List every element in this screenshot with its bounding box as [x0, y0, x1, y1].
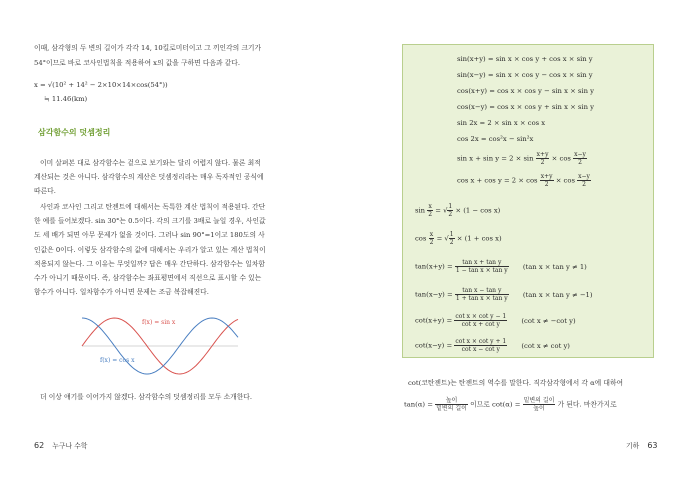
para2-line-4: 인값은 0이다. 이렇듯 삼각함수의 값에 대해서는 우리가 알고 있는 계산 법칙이 [34, 246, 266, 254]
intro-line-2: 54°이므로 바로 코사인법칙을 적용하여 x의 값을 구하면 다음과 같다. [34, 59, 241, 67]
left-running-title: 누구나 수학 [52, 442, 88, 450]
equation-1: x = √(10² + 14² − 2×10×14×cos(54°)) [34, 81, 168, 89]
left-page-number: 62 [34, 441, 45, 450]
formula-sin-diff: sin(x−y) = sin x × cos y − cos x × sin y [457, 71, 593, 79]
formula-cot-diff: cot(x−y) = $\frac{\text{cot x × cot y + 1}}{\text{cot x − cot y}}$ (cot x ≠ cot y) [415, 338, 570, 353]
formula-box [402, 44, 654, 358]
formula-cos-half: cos $\frac{x}{2}$ = √ $\frac{1}{2}$ × (1 + cos x) [415, 231, 502, 246]
formula-sin-half: sin $\frac{x}{2}$ = √ $\frac{1}{2}$ × (1 − cos x) [415, 203, 501, 218]
equation-2: ≒ 11.46(km) [44, 95, 88, 103]
para2-line-7: 함수가 아니다. 일차함수가 아니면 문제는 조금 복잡해진다. [34, 288, 209, 296]
intro-line-1: 이때, 삼각형의 두 변의 길이가 각각 14, 10킬로미터이고 그 끼인각의 크기가 [34, 44, 262, 52]
sin-label: f(x) = sin x [142, 319, 176, 326]
sin-cos-graph [80, 306, 240, 386]
cot-definition-line: cot(코탄젠트)는 탄젠트의 역수를 말한다. 직각삼각형에서 각 α에 대하여 [408, 379, 624, 387]
para2-line-3: 도 세 배가 되면 아무 문제가 없을 것이다. 그러나 sin 90°=1이고 180도의 사 [34, 231, 265, 239]
right-page [350, 0, 700, 478]
para1-line-1: 이미 살펴본 대로 삼각함수는 겉으로 보기와는 달리 어렵지 않다. 물론 최적 [40, 159, 261, 167]
formula-sin-sum: sin(x+y) = sin x × cos y + cos x × sin y [457, 55, 593, 63]
formula-cot-sum: cot(x+y) = $\frac{\text{cot x × cot y − 1}}{\text{cot x + cot y}}$ (cot x ≠ −cot y) [415, 313, 576, 328]
para2-line-5: 적용되지 않는다. 그 이유는 무엇일까? 답은 매우 간단하다. 삼각함수는 일차함 [34, 260, 265, 268]
right-page-number: 63 [647, 441, 658, 450]
closing-line: 더 이상 얘기를 이어가지 않겠다. 삼각함수의 덧셈정리를 모두 소개한다. [40, 393, 253, 401]
para1-line-3: 따른다. [34, 187, 56, 195]
formula-sin-double: sin 2x = 2 × sin x × cos x [457, 119, 546, 127]
formula-cos-double: cos 2x = cos²x − sin²x [457, 135, 534, 143]
formula-tan-sum: tan(x+y) = $\frac{\text{tan x + tan y}}{\text{1 − tan x × tan y}}$ (tan x × tan y ≠ 1) [415, 259, 587, 274]
right-running-title: 기하 [626, 442, 640, 450]
cos-label: f(x) = cos x [100, 357, 135, 364]
formula-cos-sum: cos(x+y) = cos x × cos y − sin x × sin y [457, 87, 594, 95]
para1-line-2: 계산되는 것은 아니다. 삼각함수의 계산은 덧셈정리라는 매우 독자적인 공식에 [34, 173, 264, 181]
para2-line-1: 사인과 코사인 그리고 탄젠트에 대해서는 독특한 계산 법칙이 적용된다. 간단 [40, 203, 266, 211]
cot-formula-line: tan(α) = $\frac{\text{높이}}{\text{밑변의 길이}}$ 이므로 cot(α) = $\frac{\text{밑변의 길이}}{\text{높이}}$ 가 된다. 마찬가지로 [404, 397, 617, 412]
formula-sin-sum-to-product: sin x + sin y = 2 × sin $\frac{x+y}{2}$ × cos $\frac{x-y}{2}$ [457, 151, 586, 166]
para2-line-2: 한 예를 들어보겠다. sin 30°는 0.5이다. 각의 크기를 3배로 늘일 경우, 사인값 [34, 217, 266, 225]
formula-cos-sum-to-product: cos x + cos y = 2 × cos $\frac{x+y}{2}$ × cos $\frac{x-y}{2}$ [457, 173, 590, 188]
section-heading: 삼각함수의 덧셈정리 [38, 128, 111, 137]
formula-cos-diff: cos(x−y) = cos x × cos y + sin x × sin y [457, 103, 594, 111]
right-folio [626, 440, 658, 450]
left-folio [34, 440, 87, 450]
formula-tan-diff: tan(x−y) = $\frac{\text{tan x − tan y}}{\text{1 + tan x × tan y}}$ (tan x × tan y ≠ −1) [415, 287, 593, 302]
para2-line-6: 수가 아니기 때문이다. 즉, 삼각함수는 좌표평면에서 직선으로 표시할 수 있는 [34, 274, 262, 282]
